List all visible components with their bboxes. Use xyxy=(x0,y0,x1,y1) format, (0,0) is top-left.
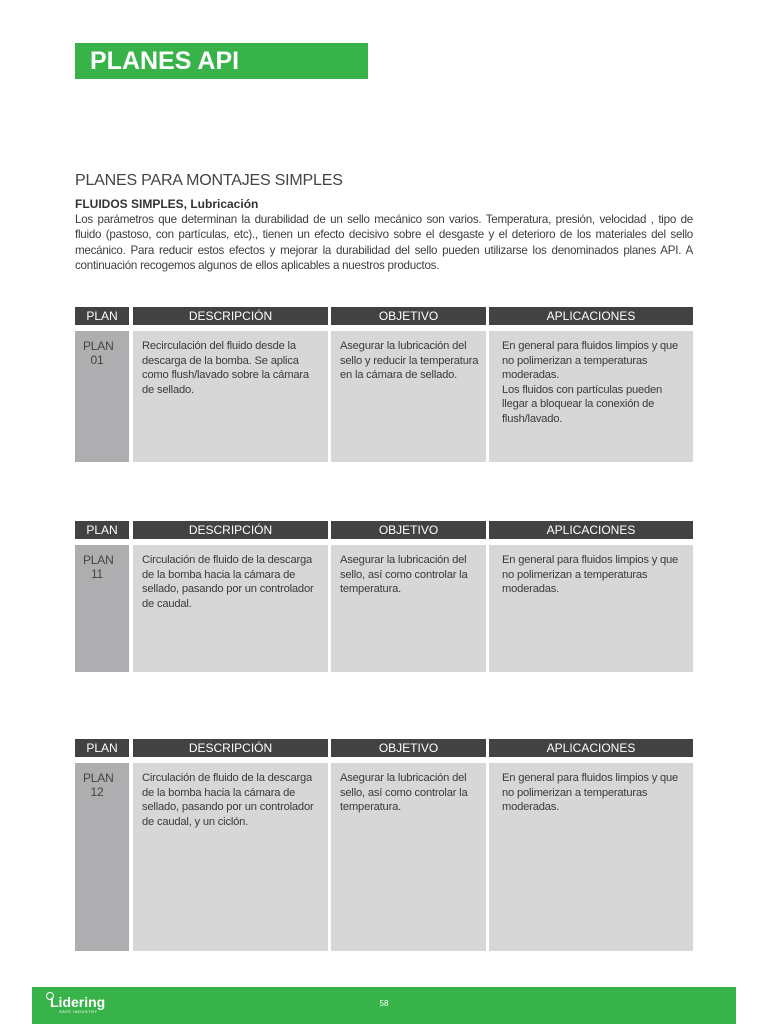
subheading: FLUIDOS SIMPLES, Lubricación xyxy=(75,197,259,211)
logo-text: Lidering xyxy=(50,994,106,1010)
page-number: 58 xyxy=(379,999,389,1008)
plan-cell xyxy=(75,763,129,951)
footer-bar xyxy=(32,987,736,1024)
plan-cell xyxy=(75,545,129,672)
plan-table-12 xyxy=(75,739,693,951)
header-objetivo: OBJETIVO xyxy=(331,521,486,539)
descripcion-text: Recirculación del fluido desde la descarga de la bomba. Se aplica como flush/lavado sobre la cámara de sellado. xyxy=(142,340,309,396)
plan-label: PLAN xyxy=(83,339,114,353)
objetivo-text: Asegurar la lubricación del sello y reducir la temperatura en la cámara de sellado. xyxy=(340,340,479,382)
header-plan: PLAN xyxy=(75,521,129,539)
descripcion-text: Circulación de fluido de la descarga de la bomba hacia la cámara de sellado, pasando por un controlador de caudal. xyxy=(142,554,314,610)
plan-table-01 xyxy=(75,307,693,462)
aplicaciones-cell xyxy=(489,763,693,951)
header-aplicaciones: APLICACIONES xyxy=(489,307,693,325)
objetivo-cell xyxy=(331,331,486,462)
plan-label: PLAN xyxy=(83,771,114,785)
header-descripcion: DESCRIPCIÓN xyxy=(133,307,328,325)
descripcion-cell xyxy=(133,331,328,462)
plan-table-11 xyxy=(75,521,693,672)
objetivo-text: Asegurar la lubricación del sello, así como controlar la temperatura. xyxy=(340,554,468,596)
descripcion-cell xyxy=(133,763,328,951)
plan-number: 12 xyxy=(90,785,104,799)
aplicaciones-cell xyxy=(489,331,693,462)
section-heading: PLANES PARA MONTAJES SIMPLES xyxy=(75,172,343,189)
header-plan: PLAN xyxy=(75,307,129,325)
aplicaciones-text: En general para fluidos limpios y que no polimerizan a temperaturas moderadas. xyxy=(502,772,679,814)
header-descripcion: DESCRIPCIÓN xyxy=(133,739,328,757)
header-descripcion: DESCRIPCIÓN xyxy=(133,521,328,539)
objetivo-text: Asegurar la lubricación del sello, así como controlar la temperatura. xyxy=(340,772,468,814)
page-title: PLANES API xyxy=(75,43,368,79)
aplicaciones-text: En general para fluidos limpios y que no polimerizan a temperaturas moderadas. xyxy=(502,554,679,596)
plan-label: PLAN xyxy=(83,553,114,567)
objetivo-cell xyxy=(331,763,486,951)
header-objetivo: OBJETIVO xyxy=(331,739,486,757)
descripcion-text: Circulación de fluido de la descarga de la bomba hacia la cámara de sellado, pasando por un controlador de caudal, y un ciclón. xyxy=(142,772,314,828)
plan-cell xyxy=(75,331,129,462)
intro-paragraph: Los parámetros que determinan la durabilidad de un sello mecánico son varios. Temperatura, presión, velocidad , tipo de fluido (pastoso, con partículas, etc)., tienen un efecto decisivo sobre el desgaste y el deterioro de los materiales del sello mecánico. Para reducir estos efectos y mejorar la durabilidad del sello pueden utilizarse los denominados planes API. A continuación recogemos algunos de ellos aplicables a nuestros productos. xyxy=(75,213,693,272)
header-aplicaciones: APLICACIONES xyxy=(489,739,693,757)
logo-tagline: SAFE INDUSTRY xyxy=(59,1009,98,1014)
descripcion-cell xyxy=(133,545,328,672)
objetivo-cell xyxy=(331,545,486,672)
aplicaciones-text: En general para fluidos limpios y que no polimerizan a temperaturas moderadas. Los fluidos con partículas pueden llegar a bloquear la conexión de flush/lavado. xyxy=(502,340,679,425)
plan-number: 01 xyxy=(90,353,104,367)
header-aplicaciones: APLICACIONES xyxy=(489,521,693,539)
plan-number: 11 xyxy=(90,567,104,581)
header-plan: PLAN xyxy=(75,739,129,757)
aplicaciones-cell xyxy=(489,545,693,672)
header-objetivo: OBJETIVO xyxy=(331,307,486,325)
